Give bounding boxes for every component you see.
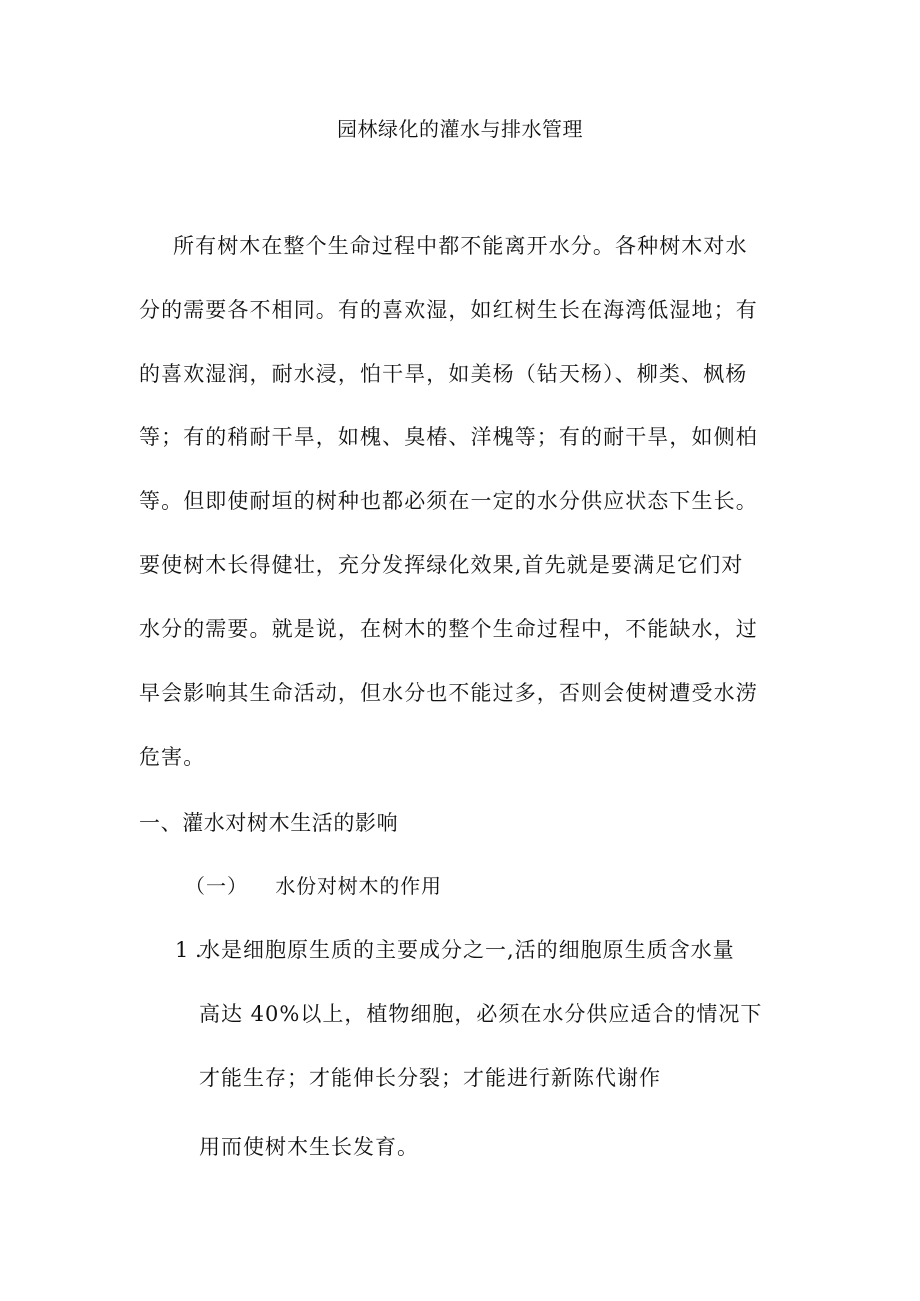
subheading (185, 870, 442, 902)
intro-line-6: 要使树木长得健壮，充分发挥绿化效果,首先就是要满足它们对 (139, 553, 744, 577)
intro-line-7: 水分的需要。就是说，在树木的整个生命过程中，不能缺水，过 (139, 617, 758, 641)
intro-line-9: 危害。 (139, 745, 206, 769)
list-item-line-1: 水是细胞原生质的主要成分之一,活的细胞原生质含水量 (199, 938, 735, 962)
intro-line-3: 的喜欢湿润，耐水浸，怕干旱，如美杨（钻天杨）、柳类、枫杨 (139, 362, 748, 386)
section-heading: 一、灌水对树木生活的影响 (139, 811, 399, 835)
list-item-line-4: 用而使树木生长发育。 (199, 1135, 419, 1159)
intro-line-5: 等。但即使耐垣的树种也都必须在一定的水分供应状态下生长。 (139, 489, 758, 513)
subheading-text: 水份对树木的作用 (275, 874, 442, 898)
document-title: 园林绿化的灌水与排水管理 (337, 117, 583, 141)
subheading-number: （一） (185, 874, 248, 898)
list-item-line-3: 才能生存；才能伸长分裂；才能进行新陈代谢作 (199, 1066, 661, 1090)
intro-line-4: 等；有的稍耐干旱，如槐、臭椿、洋槐等；有的耐干旱，如侧柏 (139, 425, 758, 449)
intro-line-8: 早会影响其生命活动，但水分也不能过多，否则会使树遭受水涝 (139, 681, 758, 705)
list-item-number: 1 . (175, 938, 202, 962)
list-item-line-2: 高达 40%以上，植物细胞，必须在水分供应适合的情况下 (199, 1002, 763, 1026)
intro-line-2: 分的需要各不相同。有的喜欢湿，如红树生长在海湾低湿地；有 (139, 298, 758, 322)
intro-line-1: 所有树木在整个生命过程中都不能离开水分。各种树木对水 (173, 234, 748, 258)
